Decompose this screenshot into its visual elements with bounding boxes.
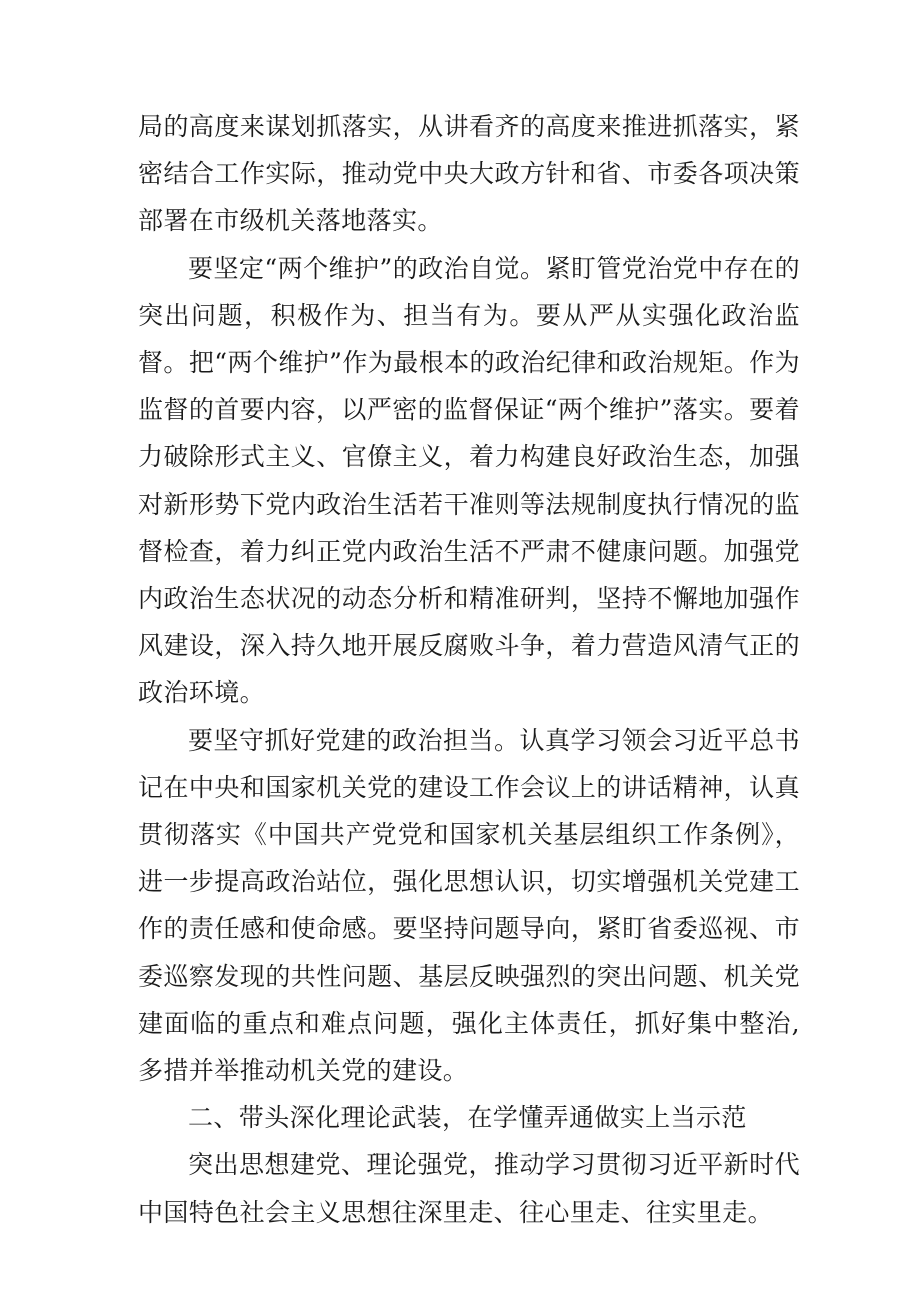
paragraph-party-building: 要坚守抓好党建的政治担当。认真学习领会习近平总书记在中央和国家机关党的建设工作会议上的讲话精神，认真贯彻落实《中国共产党党和国家机关基层组织工作条例》，进一步提高政治站位，强化思想认识，切实增强机关党建工作的责任感和使命感。要坚持问题导向，紧盯省委巡视、市委巡察发现的共性问题、基层反映强烈的突出问题、机关党建面临的重点和难点问题，强化主体责任，抓好集中整治,多措并举推动机关党的建设。 <box>138 725 800 1086</box>
document-body <box>138 103 800 1236</box>
paragraph-continuation: 局的高度来谋划抓落实，从讲看齐的高度来推进抓落实，紧密结合工作实际，推动党中央大政方针和省、市委各项决策部署在市级机关落地落实。 <box>138 112 800 236</box>
paragraph-two-safeguards: 要坚定“两个维护”的政治自觉。紧盯管党治党中存在的突出问题，积极作为、担当有为。要从严从实强化政治监督。把“两个维护”作为最根本的政治纪律和政治规矩。作为监督的首要内容，以严密的监督保证“两个维护”落实。要着力破除形式主义、官僚主义，着力构建良好政治生态，加强对新形势下党内政治生活若干准则等法规制度执行情况的监督检查，着力纠正党内政治生活不严肃不健康问题。加强党内政治生态状况的动态分析和精准研判，坚持不懈地加强作风建设，深入持久地开展反腐败斗争，着力营造风清气正的政治环境。 <box>138 253 800 708</box>
section-heading-theory: 二、带头深化理论武装，在学懂弄通做实上当示范 <box>188 1103 747 1133</box>
paragraph-theory: 突出思想建党、理论强党，推动学习贯彻习近平新时代中国特色社会主义思想往深里走、往心里走、往实里走。 <box>138 1150 800 1227</box>
